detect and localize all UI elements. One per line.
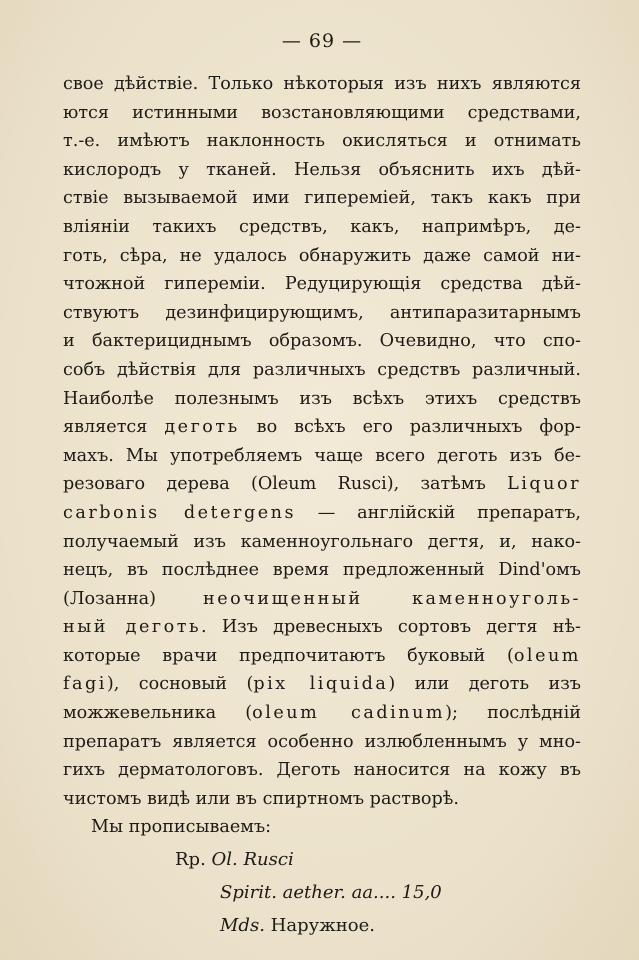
text-line-19: (Лозанна) неочищенный каменноуголь-: [63, 588, 581, 609]
text-line-7: готь, сѣра, не удалось обнаружить даже самой ни-: [63, 245, 581, 266]
prescription-line-3: [63, 910, 581, 941]
spaced-term-fagi: fagi: [63, 674, 107, 695]
prescription: [63, 844, 581, 941]
prescription-line-1: [63, 844, 581, 875]
spaced-term-oleum-cadinum: oleum cadinum: [252, 703, 446, 724]
spaced-term-degot: деготь: [164, 417, 240, 438]
text-line-18: нецъ, въ послѣднее время предложенный Dind'омъ: [63, 560, 581, 581]
spaced-term-degot-2: ный деготь: [63, 617, 202, 638]
text-line-10: и бактерициднымъ образомъ. Очевидно, что спо-: [63, 331, 581, 352]
text-line-12: Наиболѣе полезнымъ изъ всѣхъ этихъ средствъ: [63, 388, 581, 409]
spaced-term-neochischenny: неочищенный каменноуголь-: [203, 588, 581, 609]
text-line-27: Мы прописываемъ:: [91, 817, 272, 838]
text-line-9: ствуютъ дезинфицирующимъ, антипаразитарнымъ: [63, 302, 581, 323]
text-line-5: ствіе вызываемой ими гипереміей, такъ какъ при: [63, 188, 581, 209]
text-line-21: которые врачи предпочитаютъ буковый (oleum: [63, 645, 581, 666]
text-line-15: резоваго дерева (Oleum Rusci), затѣмъ Liquor: [63, 474, 581, 495]
spaced-term-liquor: Liquor: [507, 474, 581, 495]
text-line-13: является деготь во всѣхъ его различныхъ фор-: [63, 417, 581, 438]
text-line-1: свое дѣйствіе. Только нѣкоторыя изъ нихъ являются: [63, 74, 581, 94]
drug-name: Ol. Rusci: [211, 849, 294, 871]
prescription-line-2: Spirit. aether. aa.... 15,0: [220, 882, 442, 904]
text-line-26: чистомъ видѣ или въ спиртномъ растворѣ.: [63, 788, 459, 809]
text-line-8: чтожной гипереміи. Редуцирующія средства дѣй-: [63, 274, 581, 295]
spaced-term-oleum: oleum: [513, 645, 581, 666]
text-line-14: махъ. Мы употребляемъ чаще всего деготь изъ бе-: [63, 445, 581, 466]
text-line-3: т.-е. имѣютъ наклонность окисляться и отнимать: [63, 131, 581, 152]
text-line-6: вліяніи такихъ средствъ, какъ, напримѣръ, де-: [63, 216, 581, 237]
text-line-20: ный деготь. Изъ древесныхъ сортовъ дегтя нѣ-: [63, 617, 581, 638]
text-line-2: ются истинными возстановляющими средствами,: [63, 102, 581, 123]
text-line-25: гихъ дерматологовъ. Деготь наносится на кожу въ: [63, 760, 581, 781]
spaced-term-pix-liquida: pix liquida: [253, 674, 389, 695]
text-line-24: препаратъ является особенно излюбленнымъ у мно-: [63, 731, 581, 752]
mds-label: Mds.: [220, 915, 265, 937]
rp-label: Rp.: [175, 849, 206, 871]
main-text: [63, 70, 581, 842]
text-line-11: собъ дѣйствія для различныхъ средствъ различный.: [63, 359, 581, 380]
page-number: — 69 —: [281, 30, 363, 52]
usage-text: Наружное.: [270, 915, 375, 937]
text-line-16: carbonis detergens — англійскій препаратъ,: [63, 502, 581, 523]
spaced-term-carbonis: carbonis detergens: [63, 502, 296, 523]
text-line-23: можжевельника (oleum cadinum); послѣдній: [63, 703, 581, 724]
text-line-22: fagi), сосновый (pix liquida) или деготь изъ: [63, 674, 582, 695]
text-line-4: кислородъ у тканей. Нельзя объяснить ихъ дѣй-: [63, 159, 581, 180]
text-line-17: получаемый изъ каменноугольнаго дегтя, и, нако-: [63, 531, 581, 552]
